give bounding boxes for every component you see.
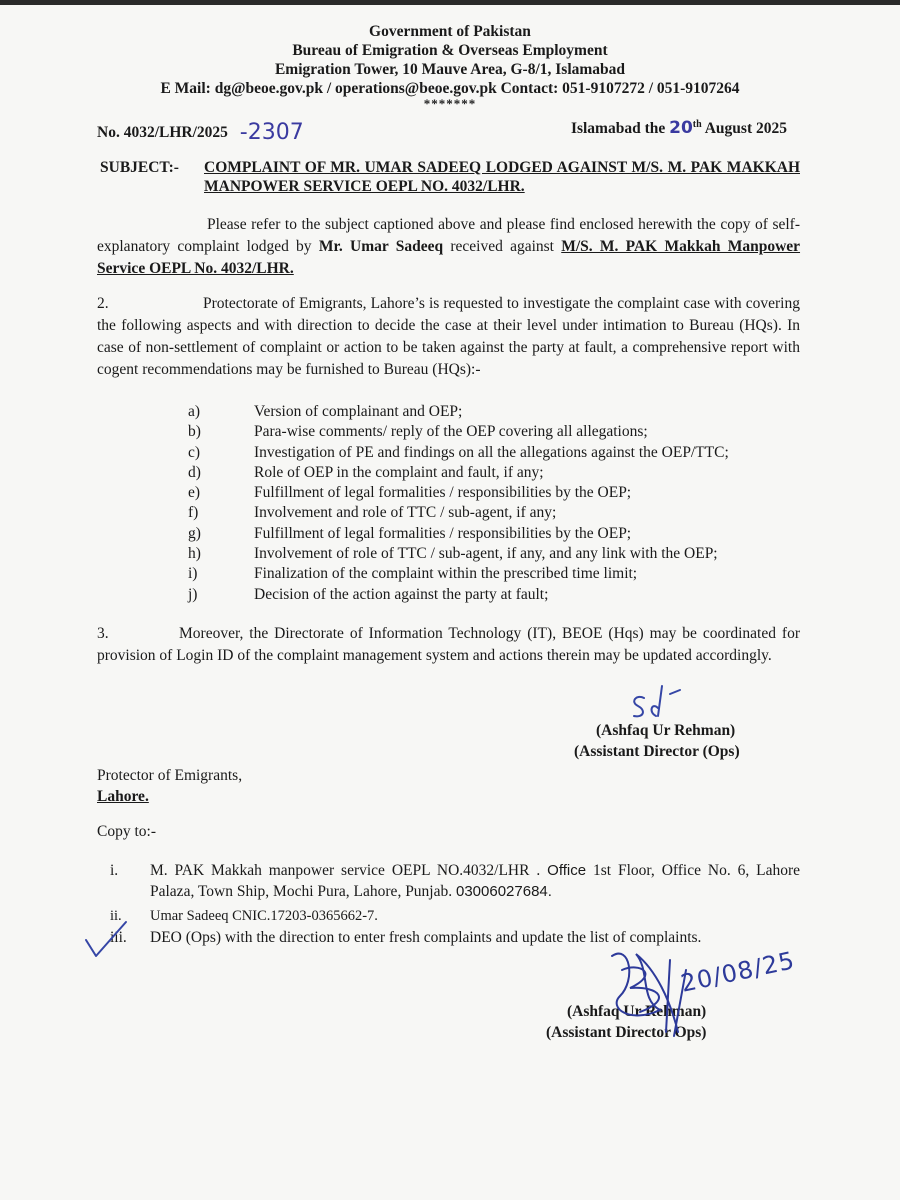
addressee-city: Lahore. [97, 788, 149, 805]
list-item [188, 422, 808, 442]
list-item [188, 483, 808, 503]
item-letter: b) [188, 423, 201, 441]
list-item [188, 585, 808, 605]
item-text: Role of OEP in the complaint and fault, if any; [254, 463, 544, 481]
signatory-name-2: (Ashfaq Ur Rehman) [567, 1003, 707, 1020]
scan-edge [0, 0, 900, 5]
copy-text: DEO (Ops) with the direction to enter fresh complaints and update the list of complaints. [150, 929, 702, 946]
list-item [188, 564, 808, 584]
signatory-name: (Ashfaq Ur Rehman) [596, 722, 736, 739]
copy-list [110, 860, 800, 948]
paragraph-1 [97, 214, 800, 280]
signatory-title-2: (Assistant Director Ops) [546, 1024, 707, 1041]
item-text: Decision of the action against the party at fault; [254, 585, 549, 603]
reference-number-group [97, 118, 304, 143]
para1-text-a: Please refer to the subject captioned above and please find enclosed herewith the copy of self-explanatory complaint lodged by [97, 216, 800, 255]
letterhead-separator: ******* [423, 96, 477, 111]
item-letter: f) [188, 504, 199, 522]
para3-text: Moreover, the Directorate of Information Technology (IT), BEOE (Hqs) may be coordinated for provision of Login ID of the complaint management system and actions therein may be updated accordingly. [97, 625, 800, 664]
complainant-name: Mr. Umar Sadeeq [318, 238, 444, 255]
para2-number: 2. [97, 295, 109, 312]
para3-number: 3. [97, 625, 109, 642]
list-item [188, 503, 808, 523]
copy-text [150, 860, 800, 902]
list-item [188, 463, 808, 483]
date-prefix: Islamabad the [570, 120, 666, 137]
letterhead-bureau: Bureau of Emigration & Overseas Employment [292, 42, 608, 59]
copy-office-word: Office [547, 862, 587, 879]
addressee [97, 765, 242, 807]
item-letter: c) [188, 443, 201, 461]
item-letter: i) [188, 565, 198, 583]
list-item [188, 544, 808, 564]
date-suffix: th [692, 118, 702, 130]
copy-to-label: Copy to:- [97, 823, 156, 840]
para2-text: Protectorate of Emigrants, Lahore’s is requested to investigate the complaint case with covering the following aspects and with direction to decide the case at their level under intimation to Bureau (HQs). In case of non-settlement of complaint or action to be taken against the party at fault, a comprehensive report with cogent recommendations may be furnished to Bureau (HQs):- [97, 295, 800, 378]
item-text: Fulfillment of legal formalities / responsibilities by the OEP; [254, 524, 632, 542]
item-letter: h) [188, 545, 201, 563]
item-letter: a) [188, 403, 201, 420]
item-text: Involvement of role of TTC / sub-agent, if any, and any link with the OEP; [254, 545, 718, 563]
item-text: Version of complainant and OEP; [254, 403, 463, 420]
paragraph-3 [97, 623, 800, 667]
item-letter: d) [188, 463, 201, 481]
aspects-list [188, 402, 808, 605]
handwritten-date: 20/08/25 [678, 946, 798, 998]
copy-phone: 03006027684. [456, 883, 552, 900]
reference-number: No. 4032/LHR/2025 [97, 124, 228, 141]
subject-text: COMPLAINT OF MR. UMAR SADEEQ LODGED AGAINST M/S. M. PAK MAKKAH MANPOWER SERVICE OEPL NO. 4032/LHR. [204, 159, 800, 195]
handwritten-dispatch-number: -2307 [239, 120, 304, 145]
copy-recipient: M. PAK Makkah manpower service OEPL NO.4032/LHR . [150, 862, 541, 879]
list-item [188, 443, 808, 463]
item-letter: j) [188, 585, 198, 603]
paragraph-2 [97, 293, 800, 381]
copy-number: iii. [110, 929, 127, 946]
item-text: Finalization of the complaint within the prescribed time limit; [254, 565, 638, 583]
date-rest: August 2025 [704, 120, 787, 137]
copy-number: ii. [110, 908, 122, 924]
letter-date [571, 118, 787, 138]
item-text: Involvement and role of TTC / sub-agent, if any; [254, 504, 557, 522]
item-text: Para-wise comments/ reply of the OEP covering all allegations; [254, 423, 648, 441]
item-letter: g) [188, 524, 201, 542]
list-item [188, 524, 808, 544]
letterhead-government: Government of Pakistan [369, 23, 531, 40]
letterhead [0, 22, 900, 110]
para1-text-b: received against [450, 238, 554, 255]
item-text: Fulfillment of legal formalities / responsibilities by the OEP; [254, 484, 632, 502]
check-mark-icon [80, 918, 130, 963]
letterhead-contact: E Mail: dg@beoe.gov.pk / operations@beoe.gov.pk Contact: 051-9107272 / 051-9107264 [160, 80, 740, 97]
list-item [110, 860, 800, 906]
list-item [188, 402, 808, 422]
copy-address: 1st Floor, Office No. 6, Lahore Palaza, Town Ship, Mochi Pura, Lahore, Punjab. [150, 862, 801, 900]
addressee-office: Protector of Emigrants, [97, 767, 243, 784]
date-day: 20 [669, 118, 693, 138]
subject-label: SUBJECT:- [100, 159, 179, 176]
respondent-party: M/S. M. PAK Makkah Manpower Service OEPL No. 4032/LHR. [97, 238, 801, 277]
item-text: Investigation of PE and findings on all the allegations against the OEP/TTC; [254, 443, 729, 461]
signatory-title: (Assistant Director (Ops) [574, 743, 740, 760]
item-letter: e) [188, 484, 201, 502]
copy-number: i. [110, 862, 119, 879]
list-item [110, 906, 800, 927]
copy-text: Umar Sadeeq CNIC.17203-0365662-7. [150, 908, 378, 924]
letterhead-address: Emigration Tower, 10 Mauve Area, G-8/1, Islamabad [274, 61, 626, 78]
